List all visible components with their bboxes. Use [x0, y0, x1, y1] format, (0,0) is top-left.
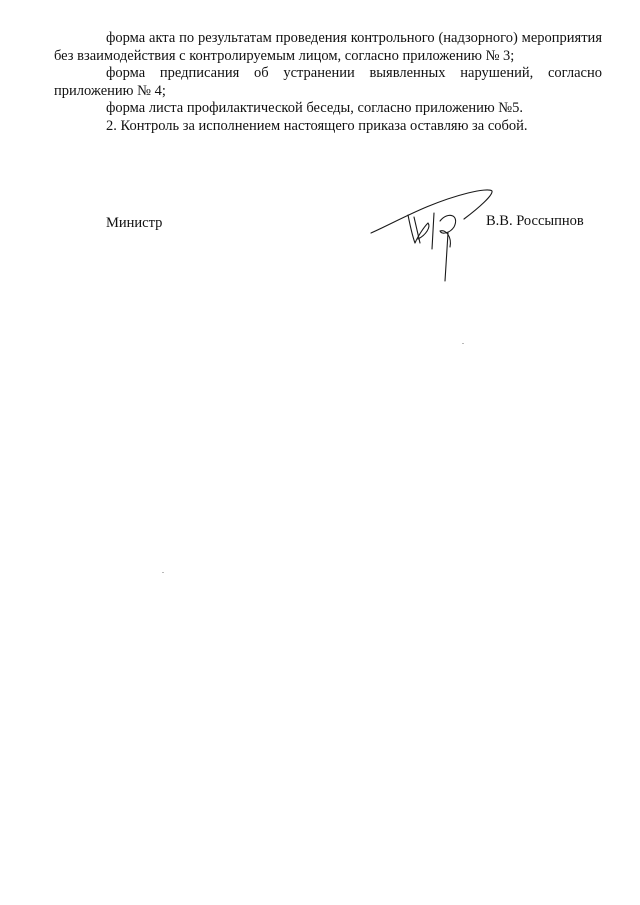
scan-speck [162, 572, 164, 573]
signer-name: В.В. Россыпнов [486, 213, 584, 229]
paragraph-appendix-4: форма предписания об устранении выявленных нарушений, согласно приложению № 4; [54, 65, 602, 99]
paragraph-appendix-5: форма листа профилактической беседы, согласно приложению №5. [106, 100, 524, 116]
paragraph-control-clause: 2. Контроль за исполнением настоящего приказа оставляю за собой. [106, 117, 528, 134]
signer-position: Министр [106, 215, 163, 231]
document-body [54, 30, 602, 135]
paragraph-appendix-3: форма акта по результатам проведения контрольного (надзорного) мероприятия без взаимодействия с контролируемым лицом, согласно приложению № 3; [54, 30, 602, 64]
scan-speck [462, 343, 464, 344]
signature-block [0, 213, 640, 293]
handwritten-signature-icon [368, 181, 498, 291]
